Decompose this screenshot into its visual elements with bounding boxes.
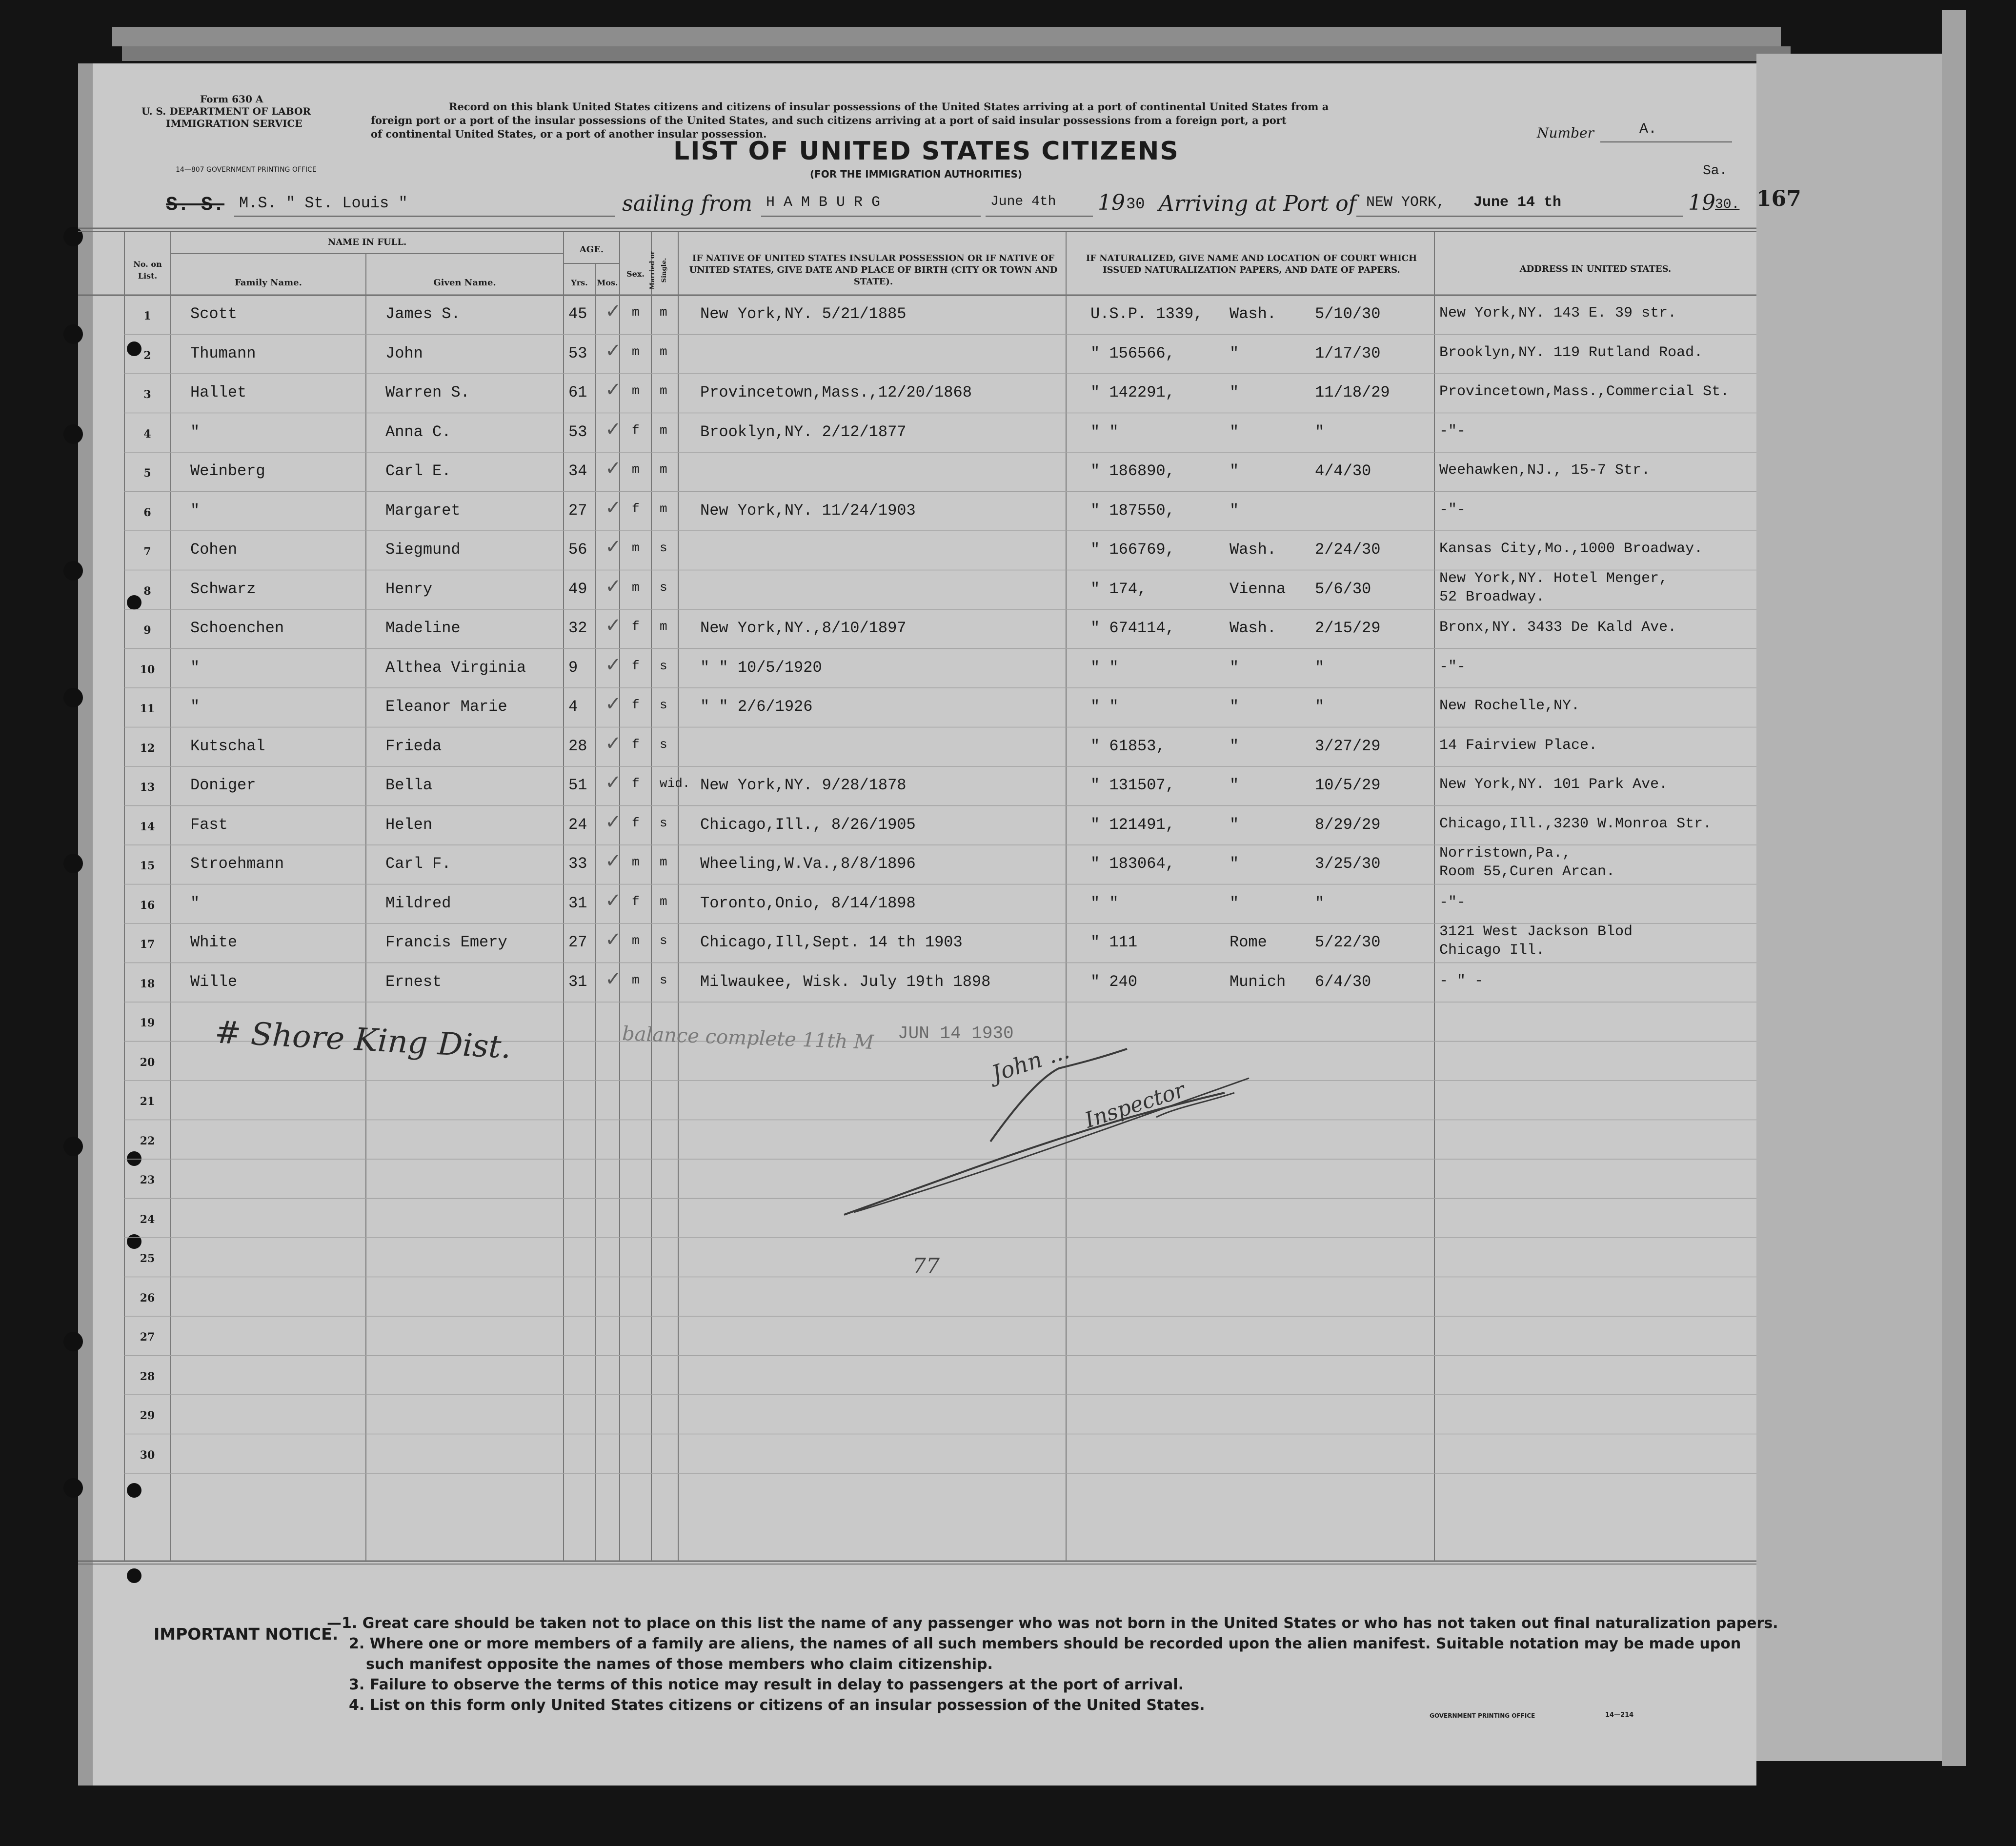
marital-status: s — [660, 580, 667, 595]
marital-status: s — [660, 541, 667, 555]
naturalization-location: Wash. — [1230, 619, 1277, 637]
col-place-of-birth: IF NATIVE OF UNITED STATES INSULAR POSSESSION OR IF NATIVE OF UNITED STATES, GIVE DATE AND PLACE OF BIRTH (CITY OR TOWN AND STATE). — [689, 253, 1058, 287]
family-name: Fast — [190, 815, 228, 834]
address-line: 3121 West Jackson Blod — [1439, 923, 1633, 940]
naturalization-court: " 186890, — [1090, 462, 1175, 480]
address-line: Norristown,Pa., — [1439, 845, 1572, 862]
address-line: Brooklyn,NY. 119 Rutland Road. — [1439, 344, 1703, 361]
row-number: 23 — [140, 1174, 155, 1186]
marital-status: m — [660, 383, 667, 398]
row-number: 19 — [140, 1017, 155, 1029]
family-name: Stroehmann — [190, 855, 284, 873]
col-name-in-full: NAME IN FULL. — [327, 237, 407, 247]
naturalization-location: " — [1230, 815, 1239, 834]
date-from: June 4th — [990, 194, 1056, 209]
naturalization-court: " 240 — [1090, 972, 1138, 991]
underlying-page-edge-top-2 — [122, 46, 1791, 61]
naturalization-date: 6/4/30 — [1315, 972, 1371, 991]
check-mark-icon: ✓ — [605, 732, 622, 755]
sex: f — [632, 422, 640, 438]
age-years: 27 — [568, 501, 587, 520]
row-number: 26 — [140, 1291, 155, 1304]
row-number: 13 — [140, 781, 155, 794]
given-name: Bella — [385, 776, 433, 794]
marital-status: m — [660, 894, 667, 909]
row-number: 17 — [140, 938, 155, 951]
family-name: Weinberg — [190, 462, 265, 480]
row-number: 2 — [143, 349, 151, 362]
arriving-label: Arriving at Port of — [1159, 191, 1357, 216]
naturalization-location: " — [1230, 344, 1239, 362]
age-years: 49 — [568, 580, 587, 598]
marital-status: m — [660, 305, 667, 320]
place-of-birth: Wheeling,W.Va.,8/8/1896 — [700, 855, 916, 873]
col-married-or-single: Married or Single. — [649, 251, 668, 290]
given-name: Ernest — [385, 972, 442, 991]
age-years: 45 — [568, 305, 587, 323]
arrival-date-stamp: JUN 14 1930 — [898, 1023, 1014, 1043]
naturalization-location: " — [1230, 698, 1239, 716]
naturalization-location: " — [1230, 894, 1239, 912]
naturalization-date: 2/15/29 — [1315, 619, 1381, 637]
sex: f — [632, 894, 640, 909]
address-line: - " - — [1439, 972, 1484, 989]
address-line: New York,NY. 101 Park Ave. — [1439, 776, 1668, 793]
check-mark-icon: ✓ — [605, 850, 622, 872]
row-number: 7 — [143, 545, 151, 558]
corner-note: Sa. — [1703, 163, 1728, 179]
instruction-line: Record on this blank United States citizens and citizens of insular possessions of the United States arriving at a port of continental United States from a — [449, 100, 1329, 113]
naturalization-date: 4/4/30 — [1315, 462, 1371, 480]
row-number: 18 — [140, 977, 155, 990]
place-of-birth: Chicago,Ill,Sept. 14 th 1903 — [700, 933, 963, 951]
col-address: ADDRESS IN UNITED STATES. — [1519, 264, 1672, 274]
naturalization-date: " — [1315, 894, 1325, 912]
form-number: Form 630 A — [200, 93, 263, 105]
sex: m — [632, 855, 640, 869]
row-number: 28 — [140, 1370, 155, 1383]
sex: m — [632, 462, 640, 477]
underlying-page-edge-top — [112, 27, 1781, 46]
age-years: 33 — [568, 855, 587, 873]
notice-item-3: 3. Failure to observe the terms of this notice may result in delay to passengers at the port of arrival. — [349, 1676, 1184, 1693]
row-number: 3 — [143, 388, 151, 401]
naturalization-court: " " — [1090, 698, 1119, 716]
age-years: 9 — [568, 658, 578, 677]
handwritten-dist-note: # Shore King Dist. — [214, 1014, 512, 1066]
address-line: Weehawken,NJ., 15-7 Str. — [1439, 462, 1651, 479]
naturalization-location: Munich — [1230, 972, 1286, 991]
year-to: 30. — [1715, 197, 1740, 212]
naturalization-court: " 121491, — [1090, 815, 1175, 834]
sailing-from-label: sailing from — [622, 191, 753, 216]
naturalization-court: U.S.P. 1339, — [1090, 305, 1203, 323]
marital-status: wid. — [660, 776, 690, 791]
family-name: Doniger — [190, 776, 256, 794]
row-number: 12 — [140, 742, 155, 755]
row-number: 16 — [140, 899, 155, 912]
handwritten-balance-note: balance complete 11th M — [622, 1023, 874, 1054]
naturalization-date: " — [1315, 422, 1325, 441]
notice-item-2-cont: such manifest opposite the names of those members who claim citizenship. — [366, 1656, 993, 1673]
age-years: 53 — [568, 344, 587, 362]
naturalization-court: " " — [1090, 894, 1119, 912]
col-given-name: Given Name. — [433, 278, 496, 288]
given-name: James S. — [385, 305, 461, 323]
marital-status: s — [660, 815, 667, 830]
check-mark-icon: ✓ — [605, 496, 622, 519]
naturalization-date: 8/29/29 — [1315, 815, 1381, 834]
check-mark-icon: ✓ — [605, 418, 622, 441]
row-number: 5 — [143, 467, 151, 480]
naturalization-court: " " — [1090, 658, 1119, 677]
check-mark-icon: ✓ — [605, 575, 622, 598]
row-number: 6 — [143, 506, 151, 519]
check-mark-icon: ✓ — [605, 339, 622, 362]
naturalization-date: 5/6/30 — [1315, 580, 1371, 598]
age-years: 51 — [568, 776, 587, 794]
naturalization-court: " 156566, — [1090, 344, 1175, 362]
col-age: AGE. — [579, 244, 604, 255]
col-mos: Mos. — [597, 278, 618, 287]
family-name: Cohen — [190, 541, 238, 559]
sex: m — [632, 305, 640, 320]
place-of-birth: New York,NY. 5/21/1885 — [700, 305, 907, 323]
naturalization-court: " 131507, — [1090, 776, 1175, 794]
place-of-birth: Milwaukee, Wisk. July 19th 1898 — [700, 972, 991, 991]
notice-item-4: 4. List on this form only United States citizens or citizens of an insular possession of the United States. — [349, 1697, 1205, 1714]
naturalization-location: Vienna — [1230, 580, 1286, 598]
row-number: 10 — [140, 663, 155, 676]
row-number: 30 — [140, 1448, 155, 1462]
age-years: 34 — [568, 462, 587, 480]
naturalization-location: " — [1230, 855, 1239, 873]
marital-status: m — [660, 619, 667, 634]
instruction-line: foreign port or a port of the insular possessions of the United States, and such citizens arriving at a port of said insular possessions from a foreign port, a port — [371, 114, 1287, 126]
naturalization-court: " 674114, — [1090, 619, 1175, 637]
naturalization-court: " 111 — [1090, 933, 1138, 951]
place-of-birth: New York,NY. 11/24/1903 — [700, 501, 916, 520]
address-line: -"- — [1439, 658, 1466, 675]
check-mark-icon: ✓ — [605, 457, 622, 480]
year-from-prefix: 19 — [1098, 190, 1125, 215]
given-name: Eleanor Marie — [385, 698, 507, 716]
address-line: New York,NY. Hotel Menger, — [1439, 570, 1668, 587]
footer-printer: GOVERNMENT PRINTING OFFICE — [1430, 1712, 1535, 1719]
number-value: A. — [1639, 121, 1657, 138]
naturalization-location: Wash. — [1230, 541, 1277, 559]
naturalization-court: " 61853, — [1090, 737, 1166, 755]
address-line: Provincetown,Mass.,Commercial St. — [1439, 383, 1730, 400]
sex: m — [632, 541, 640, 555]
naturalization-court: " 187550, — [1090, 501, 1175, 520]
page-number: 167 — [1756, 186, 1801, 211]
page-title: LIST OF UNITED STATES CITIZENS — [673, 137, 1179, 166]
underlying-page-edge-right-2 — [1942, 10, 1966, 1766]
date-to: June 14 th — [1473, 194, 1562, 211]
service-name: IMMIGRATION SERVICE — [166, 118, 302, 129]
family-name: Hallet — [190, 383, 247, 401]
naturalization-location: Wash. — [1230, 305, 1277, 323]
row-number: 9 — [143, 624, 151, 637]
footer-code: 14—214 — [1605, 1711, 1634, 1719]
row-number: 4 — [143, 427, 151, 441]
naturalization-location: " — [1230, 501, 1239, 520]
row-number: 21 — [140, 1095, 155, 1108]
age-years: 27 — [568, 933, 587, 951]
check-mark-icon: ✓ — [605, 379, 622, 401]
given-name: Siegmund — [385, 541, 461, 559]
sex: f — [632, 776, 640, 791]
given-name: Mildred — [385, 894, 451, 912]
year-from: 30 — [1126, 195, 1145, 213]
age-years: 31 — [568, 972, 587, 991]
family-name: White — [190, 933, 238, 951]
naturalization-court: " " — [1090, 422, 1119, 441]
address-line: New York,NY. 143 E. 39 str. — [1439, 305, 1677, 321]
naturalization-date: " — [1315, 698, 1325, 716]
family-name: Kutschal — [190, 737, 265, 755]
family-name: Schwarz — [190, 580, 256, 598]
age-years: 4 — [568, 698, 578, 716]
naturalization-date: " — [1315, 658, 1325, 677]
row-number: 24 — [140, 1213, 155, 1226]
row-number: 14 — [140, 820, 155, 833]
age-years: 56 — [568, 541, 587, 559]
family-name: Thumann — [190, 344, 256, 362]
col-sex: Sex. — [626, 269, 645, 279]
port-from: H A M B U R G — [766, 194, 881, 211]
age-years: 31 — [568, 894, 587, 912]
check-mark-icon: ✓ — [605, 536, 622, 558]
naturalization-location: " — [1230, 776, 1239, 794]
check-mark-icon: ✓ — [605, 300, 622, 322]
address-line: Room 55,Curen Arcan. — [1439, 863, 1615, 880]
age-years: 53 — [568, 422, 587, 441]
signature-name: John ... — [988, 1037, 1073, 1087]
sex: m — [632, 933, 640, 948]
printing-code: 14—807 GOVERNMENT PRINTING OFFICE — [176, 166, 317, 174]
row-number: 8 — [143, 584, 151, 598]
marital-status: m — [660, 422, 667, 438]
naturalization-date: 5/22/30 — [1315, 933, 1381, 951]
ship-name: M.S. " St. Louis " — [239, 194, 408, 212]
given-name: Helen — [385, 815, 433, 834]
notice-label: IMPORTANT NOTICE. — [154, 1625, 339, 1644]
naturalization-court: " 166769, — [1090, 541, 1175, 559]
address-line: Kansas City,Mo.,1000 Broadway. — [1439, 541, 1703, 557]
check-mark-icon: ✓ — [605, 810, 622, 833]
family-name: Scott — [190, 305, 238, 323]
check-mark-icon: ✓ — [605, 967, 622, 990]
page-subtitle: (FOR THE IMMIGRATION AUTHORITIES) — [810, 168, 1023, 180]
check-mark-icon: ✓ — [605, 614, 622, 637]
row-number: 1 — [143, 310, 151, 322]
row-number: 27 — [140, 1331, 155, 1344]
given-name: Althea Virginia — [385, 658, 526, 677]
given-name: Margaret — [385, 501, 461, 520]
given-name: Carl E. — [385, 462, 451, 480]
instruction-line: of continental United States, or a port of another insular possession. — [371, 128, 767, 140]
place-of-birth: Brooklyn,NY. 2/12/1877 — [700, 422, 907, 441]
sex: f — [632, 698, 640, 712]
place-of-birth: Toronto,Onio, 8/14/1898 — [700, 894, 916, 912]
address-line: Chicago Ill. — [1439, 942, 1545, 959]
marital-status: m — [660, 855, 667, 869]
naturalization-location: " — [1230, 422, 1239, 441]
row-number: 11 — [140, 702, 155, 715]
sex: f — [632, 737, 640, 752]
check-mark-icon: ✓ — [605, 693, 622, 715]
given-name: Warren S. — [385, 383, 470, 401]
address-line: 52 Broadway. — [1439, 588, 1545, 605]
place-of-birth: " " 10/5/1920 — [700, 658, 822, 677]
naturalization-date: 2/24/30 — [1315, 541, 1381, 559]
check-mark-icon: ✓ — [605, 889, 622, 912]
marital-status: s — [660, 658, 667, 673]
year-to-prefix: 19 — [1688, 190, 1715, 215]
naturalization-date: 11/18/29 — [1315, 383, 1390, 401]
address-line: -"- — [1439, 422, 1466, 440]
row-number: 25 — [140, 1252, 155, 1265]
naturalization-location: Rome — [1230, 933, 1267, 951]
family-name: " — [190, 894, 200, 912]
marital-status: s — [660, 933, 667, 948]
naturalization-date: 3/27/29 — [1315, 737, 1381, 755]
sex: f — [632, 501, 640, 516]
place-of-birth: New York,NY.,8/10/1897 — [700, 619, 907, 637]
row-number: 15 — [140, 860, 155, 872]
place-of-birth: Provincetown,Mass.,12/20/1868 — [700, 383, 972, 401]
age-years: 32 — [568, 619, 587, 637]
notice-item-2: 2. Where one or more members of a family are aliens, the names of all such members should be recorded upon the alien manifest. Suitable notation may be made upon — [349, 1635, 1741, 1652]
naturalization-court: " 183064, — [1090, 855, 1175, 873]
naturalization-date: 1/17/30 — [1315, 344, 1381, 362]
sex: f — [632, 658, 640, 673]
naturalization-date: 10/5/29 — [1315, 776, 1381, 794]
check-mark-icon: ✓ — [605, 653, 622, 676]
naturalization-location: " — [1230, 383, 1239, 401]
row-number: 20 — [140, 1056, 155, 1069]
address-line: Bronx,NY. 3433 De Kald Ave. — [1439, 619, 1677, 636]
naturalization-date: 3/25/30 — [1315, 855, 1381, 873]
address-line: 14 Fairview Place. — [1439, 737, 1598, 754]
family-name: Schoenchen — [190, 619, 284, 637]
family-name: Wille — [190, 972, 238, 991]
given-name: Frieda — [385, 737, 442, 755]
family-name: " — [190, 501, 200, 520]
given-name: Madeline — [385, 619, 461, 637]
marital-status: m — [660, 501, 667, 516]
signature-title: Inspector — [1082, 1077, 1189, 1133]
naturalization-court: " 174, — [1090, 580, 1147, 598]
place-of-birth: " " 2/6/1926 — [700, 698, 813, 716]
naturalization-location: " — [1230, 658, 1239, 677]
family-name: " — [190, 698, 200, 716]
age-years: 61 — [568, 383, 587, 401]
age-years: 24 — [568, 815, 587, 834]
naturalization-location: " — [1230, 462, 1239, 480]
marital-status: s — [660, 972, 667, 987]
number-label: Number — [1537, 125, 1594, 141]
naturalization-location: " — [1230, 737, 1239, 755]
address-line: -"- — [1439, 501, 1466, 518]
col-no-on-list: No. on List. — [133, 260, 162, 281]
col-family-name: Family Name. — [235, 278, 302, 288]
port-to: NEW YORK, — [1366, 194, 1446, 211]
address-line: -"- — [1439, 894, 1466, 911]
sex: m — [632, 972, 640, 987]
marital-status: s — [660, 698, 667, 712]
age-years: 28 — [568, 737, 587, 755]
marital-status: m — [660, 462, 667, 477]
family-name: " — [190, 422, 200, 441]
given-name: Francis Emery — [385, 933, 507, 951]
notice-item-1: —1. Great care should be taken not to place on this list the name of any passenger who was not born in the United States or who has not taken out final naturalization papers. — [327, 1615, 1778, 1632]
given-name: John — [385, 344, 423, 362]
naturalization-court: " 142291, — [1090, 383, 1175, 401]
manifest-page — [78, 63, 1801, 1786]
place-of-birth: New York,NY. 9/28/1878 — [700, 776, 907, 794]
underlying-page-edge-right — [1756, 54, 1942, 1761]
given-name: Henry — [385, 580, 433, 598]
sex: m — [632, 383, 640, 398]
family-name: " — [190, 658, 200, 677]
col-yrs: Yrs. — [571, 278, 588, 287]
marital-status: s — [660, 737, 667, 752]
page-mark: 77 — [912, 1254, 940, 1279]
given-name: Anna C. — [385, 422, 451, 441]
department-name: U. S. DEPARTMENT OF LABOR — [141, 105, 311, 117]
sex: m — [632, 344, 640, 359]
sex: m — [632, 580, 640, 595]
place-of-birth: Chicago,Ill., 8/26/1905 — [700, 815, 916, 834]
sex: f — [632, 619, 640, 634]
col-naturalization: IF NATURALIZED, GIVE NAME AND LOCATION OF COURT WHICH ISSUED NATURALIZATION PAPERS, AND DATE OF PAPERS. — [1086, 253, 1417, 275]
marital-status: m — [660, 344, 667, 359]
naturalization-date: 5/10/30 — [1315, 305, 1381, 323]
inspector-signature — [786, 1020, 1298, 1224]
row-number: 29 — [140, 1409, 155, 1422]
address-line: Chicago,Ill.,3230 W.Monroa Str. — [1439, 815, 1712, 832]
ss-label: S. S. — [166, 194, 225, 216]
check-mark-icon: ✓ — [605, 771, 622, 794]
check-mark-icon: ✓ — [605, 928, 622, 951]
address-line: New Rochelle,NY. — [1439, 698, 1580, 714]
given-name: Carl F. — [385, 855, 451, 873]
row-number: 22 — [140, 1134, 155, 1147]
sex: f — [632, 815, 640, 830]
